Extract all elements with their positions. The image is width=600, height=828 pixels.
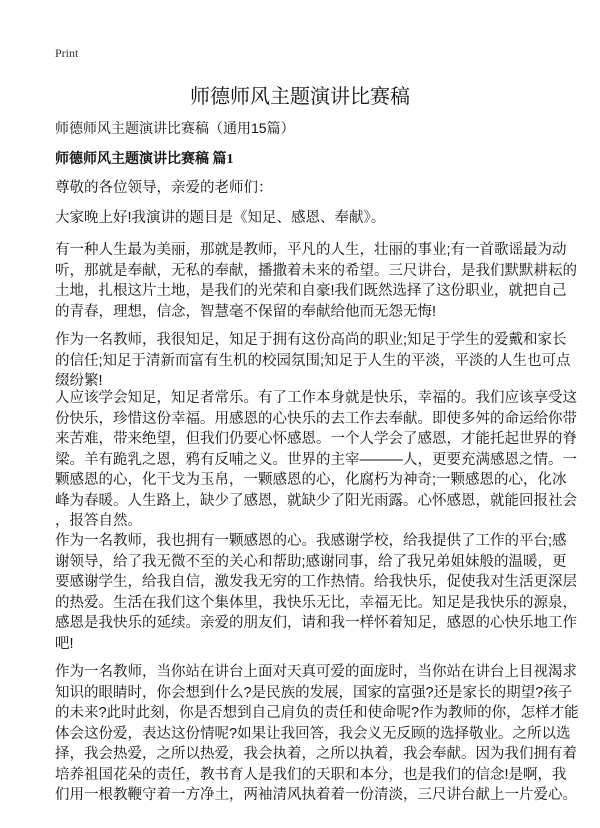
paragraph-line: 梁。羊有跪乳之恩，鸦有反哺之义。世界的主宰———人，更要充满感恩之情。一 — [55, 451, 577, 468]
paragraph-line: 要感谢学生，给我自信，激发我无穷的工作热情。给我快乐，促使我对生活更深层 — [55, 574, 577, 590]
paragraph — [55, 208, 385, 229]
paragraph-line: 知识的眼睛时，你会想到什么?是民族的发展，国家的富强?还是家长的期望?孩子 — [55, 684, 573, 701]
paragraph-line: 来苦难，带来绝望，但我们仍要心怀感恩。一个人学会了感恩，才能托起世界的脊 — [55, 431, 577, 447]
print-link[interactable]: Print — [55, 46, 79, 60]
paragraph-line: 的信任;知足于清新而富有生机的校园氛围;知足于人生的平淡，平淡的人生也可点 — [55, 352, 571, 369]
document-title: 师德师风主题演讲比赛稿 — [190, 86, 410, 108]
paragraph-line: 峰为春暖。人生路上，缺少了感恩，就缺少了阳光雨露。心怀感恩，就能回报社会 — [55, 492, 577, 509]
paragraph — [55, 330, 571, 392]
paragraph-line: 颗感恩的心，化干戈为玉帛，一颗感恩的心，化腐朽为神奇;一颗感恩的心，化冰 — [55, 472, 567, 488]
paragraph-line: 有一种人生最为美丽，那就是教师，平凡的人生，壮丽的事业;有一首歌谣最为动 — [55, 242, 567, 258]
paragraph — [55, 531, 577, 654]
paragraph-line: 尊敬的各位领导，亲爱的老师们： — [55, 180, 273, 196]
paragraph-line: 人应该学会知足，知足者常乐。有了工作本身就是快乐，幸福的。我们应该享受这 — [55, 390, 577, 406]
paragraph-line: 择，我会热爱，之所以热爱，我会执着，之所以执着，我会奉献。因为我们拥有着 — [55, 746, 577, 762]
paragraph-line: ，报答自然。 — [55, 513, 142, 529]
paragraph-line: 吧! — [55, 635, 74, 652]
paragraph-line: 的未来?此时此刻，你是否想到自己肩负的责任和使命呢?作为教师的你，怎样才能 — [55, 705, 579, 721]
paragraph-line: 谢领导，给了我无微不至的关心和帮助;感谢同事，给了我兄弟姐妹般的温暖，更 — [55, 553, 567, 570]
paragraph-line: 作为一名教师，我也拥有一颗感恩的心。我感谢学校，给我提供了工作的平台;感 — [55, 533, 567, 549]
paragraph-line: 作为一名教师，我很知足，知足于拥有这份高尚的职业;知足于学生的爱戴和家长 — [55, 332, 567, 348]
paragraph-line: 们用一根教鞭守着一方净土，两袖清风执着着一份清淡，三尺讲台献上一片爱心。 — [55, 787, 577, 803]
paragraph-line: 听，那就是奉献，无私的奉献，播撒着未来的希望。三尺讲台，是我们默默耕耘的 — [55, 262, 577, 279]
paragraph-line: 的热爱。生活在我们这个集体里，我快乐无比，幸福无比。知足是我快乐的源泉， — [55, 594, 577, 611]
paragraph-line: 的青春，理想，信念，智慧毫不保留的奉献给他而无怨无悔! — [55, 303, 437, 320]
paragraph-line: 大家晚上好!我演讲的题目是《知足、感恩、奉献》。 — [55, 210, 386, 226]
section-heading: 师德师风主题演讲比赛稿 篇1 — [55, 152, 234, 167]
paragraph-line: 份快乐，珍惜这份幸福。用感恩的心快乐的去工作去奉献。即使多舛的命运给你带 — [55, 410, 577, 427]
paragraph-line: 土地，扎根这片土地，是我们的光荣和自豪!我们既然选择了这份职业，就把自己 — [55, 283, 567, 299]
paragraph-line: 作为一名教师，当你站在讲台上面对天真可爱的面庞时，当你站在讲台上目视渴求 — [55, 664, 577, 680]
paragraph — [55, 240, 577, 322]
paragraph — [55, 178, 273, 199]
paragraph-line: 体会这份爱，表达这份情呢?如果让我回答，我会义无反顾的选择敬业。之所以选 — [55, 725, 571, 742]
paragraph-line: 缀纷繁! — [55, 373, 103, 389]
paragraph — [55, 388, 577, 532]
document-subtitle: 师德师风主题演讲比赛稿（通用15篇） — [55, 120, 295, 136]
paragraph-line: 感恩是我快乐的延续。亲爱的朋友们，请和我一样怀着知足，感恩的心快乐地工作 — [55, 615, 577, 631]
paragraph — [55, 662, 579, 806]
paragraph-line: 培养祖国花朵的责任，教书育人是我们的天职和本分，也是我们的信念!是啊，我 — [55, 766, 567, 783]
